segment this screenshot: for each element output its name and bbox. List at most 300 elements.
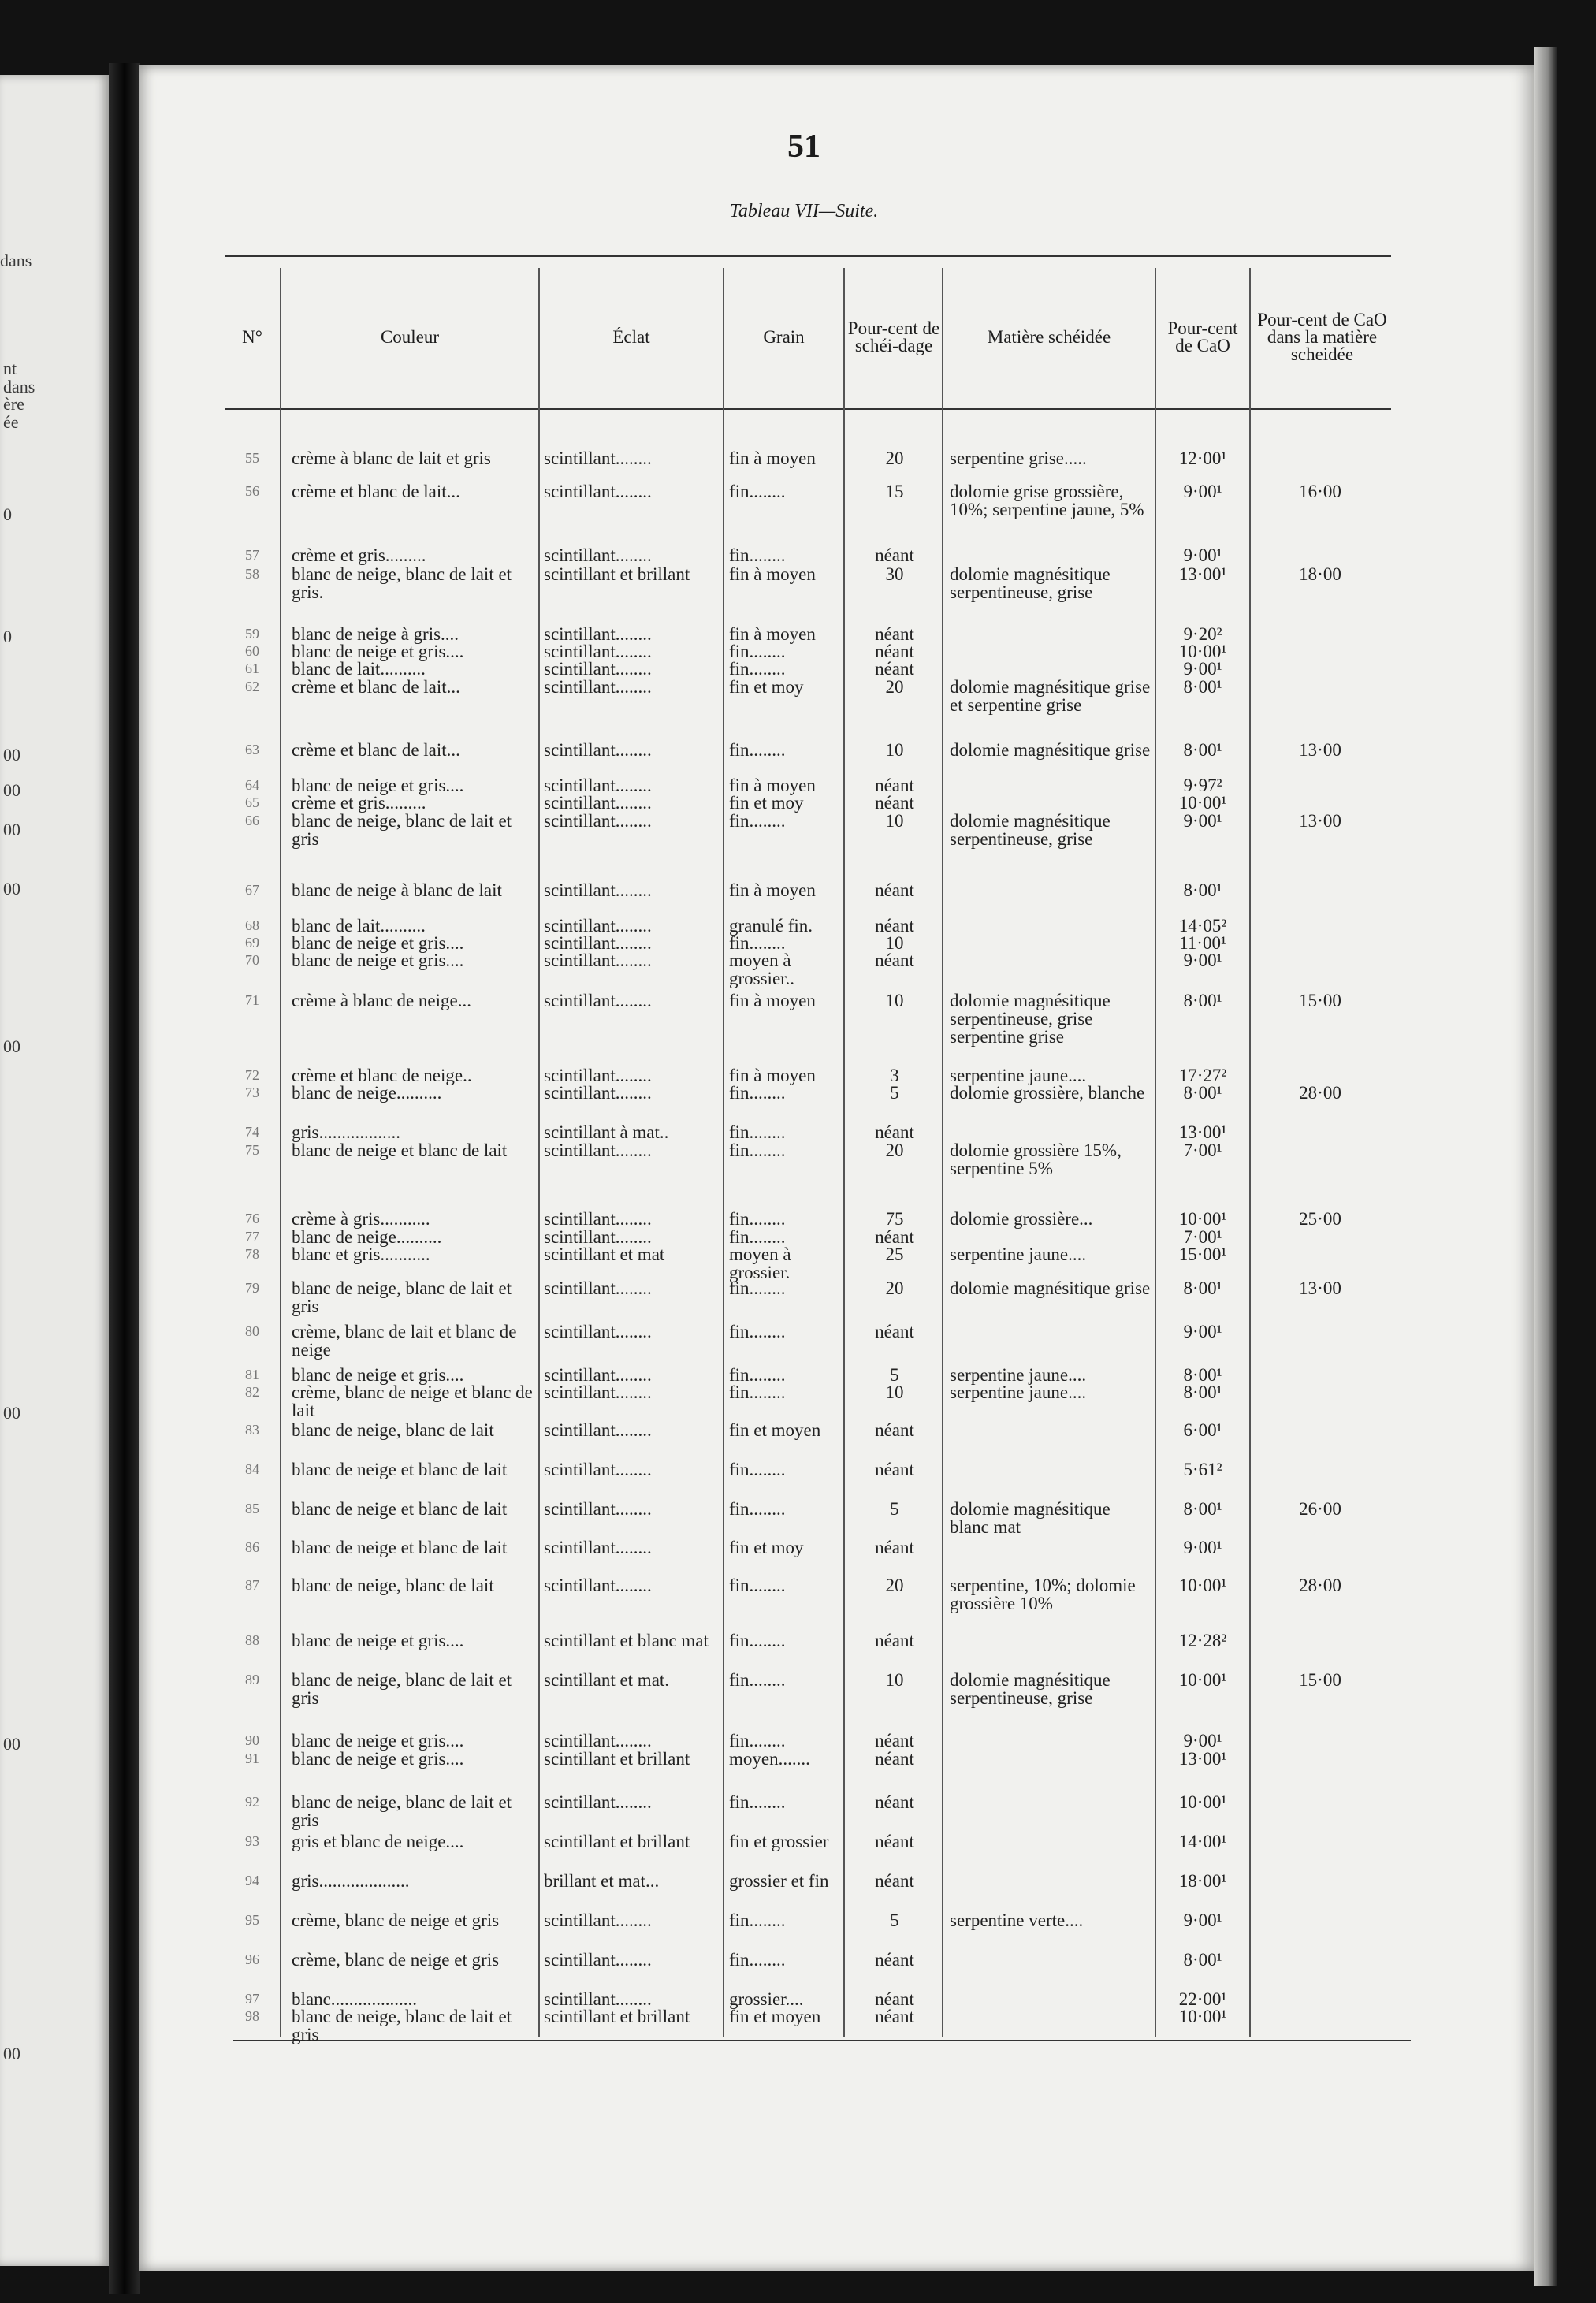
cell-pct: néant <box>875 624 914 644</box>
cell-grain: fin........ <box>729 1576 786 1595</box>
previous-page-fragment: nt <box>3 359 17 378</box>
cell-eclat: scintillant........ <box>544 916 652 936</box>
cell-cao: 8·00¹ <box>1183 1365 1222 1385</box>
cell-cao: 7·00¹ <box>1183 1227 1222 1247</box>
header-grain: Grain <box>763 326 805 347</box>
cell-couleur: crème et blanc de lait... <box>292 482 460 501</box>
cell-eclat: scintillant........ <box>544 1227 652 1247</box>
cell-eclat: scintillant........ <box>544 811 652 831</box>
cell-no: 77 <box>245 1229 259 1245</box>
cell-eclat: scintillant........ <box>544 991 652 1010</box>
cell-no: 68 <box>245 917 259 933</box>
previous-page-fragment: 00 <box>3 2044 20 2063</box>
cell-cao: 22·00¹ <box>1178 1989 1227 2009</box>
cell-couleur: blanc................... <box>292 1989 418 2009</box>
header-eclat: Éclat <box>612 326 650 347</box>
cell-pct: 15 <box>885 482 904 501</box>
cell-no: 98 <box>245 2008 259 2024</box>
cell-cao-m: 15·00 <box>1299 1670 1341 1690</box>
cell-pct: 25 <box>885 1245 904 1264</box>
cell-cao: 12·00¹ <box>1178 448 1227 468</box>
cell-no: 92 <box>245 1794 259 1810</box>
cell-matiere: dolomie grise grossière, 10%; serpentine jaune, 5% <box>950 482 1144 519</box>
cell-no: 97 <box>245 1991 259 2007</box>
cell-eclat: scintillant........ <box>544 482 652 501</box>
cell-matiere: serpentine jaune.... <box>950 1382 1087 1402</box>
cell-no: 84 <box>245 1461 259 1477</box>
cell-grain: fin........ <box>729 1209 786 1229</box>
cell-no: 81 <box>245 1367 259 1382</box>
cell-grain: fin et moy <box>729 1538 804 1557</box>
cell-couleur: crème, blanc de lait et blanc de neige <box>292 1322 517 1360</box>
cell-eclat: scintillant........ <box>544 659 652 679</box>
cell-pct: néant <box>875 1227 914 1247</box>
cell-pct: néant <box>875 951 914 970</box>
cell-eclat: scintillant........ <box>544 677 652 697</box>
cell-grain: fin........ <box>729 1322 786 1341</box>
cell-eclat: scintillant........ <box>544 545 652 565</box>
cell-eclat: scintillant........ <box>544 1278 652 1298</box>
previous-page-fragment: ère <box>3 394 24 414</box>
cell-no: 78 <box>245 1246 259 1262</box>
cell-pct: 10 <box>885 991 904 1010</box>
cell-no: 63 <box>245 742 259 757</box>
cell-couleur: gris et blanc de neige.... <box>292 1832 464 1851</box>
cell-couleur: blanc de neige, blanc de lait et gris <box>292 1670 512 1708</box>
cell-pct: 20 <box>885 1140 904 1160</box>
cell-pct: néant <box>875 1322 914 1341</box>
cell-pct: néant <box>875 880 914 900</box>
cell-couleur: blanc de neige et gris.... <box>292 776 464 795</box>
cell-cao: 9·00¹ <box>1183 1322 1222 1341</box>
cell-pct: 5 <box>890 1499 899 1519</box>
cell-couleur: blanc de neige et gris.... <box>292 642 464 661</box>
cell-pct: néant <box>875 916 914 936</box>
cell-no: 74 <box>245 1124 259 1140</box>
cell-pct: 10 <box>885 933 904 953</box>
cell-cao-m: 28·00 <box>1299 1083 1341 1103</box>
cell-couleur: blanc de neige et gris.... <box>292 1731 464 1751</box>
col-divider-4 <box>843 268 845 2037</box>
cell-couleur: crème et gris......... <box>292 545 426 565</box>
cell-no: 87 <box>245 1577 259 1593</box>
cell-cao: 9·00¹ <box>1183 1731 1222 1751</box>
cell-pct: néant <box>875 1832 914 1851</box>
cell-couleur: blanc de neige, blanc de lait <box>292 1576 494 1595</box>
cell-pct: néant <box>875 545 914 565</box>
cell-grain: fin........ <box>729 1083 786 1103</box>
previous-page-fragment: 00 <box>3 820 20 839</box>
previous-page-fragment: 00 <box>3 1734 20 1754</box>
cell-cao-m: 15·00 <box>1299 991 1341 1010</box>
cell-grain: fin à moyen <box>729 448 816 468</box>
cell-eclat: scintillant........ <box>544 951 652 970</box>
cell-pct: néant <box>875 1792 914 1812</box>
cell-cao-m: 28·00 <box>1299 1576 1341 1595</box>
cell-pct: néant <box>875 1460 914 1479</box>
cell-pct: néant <box>875 776 914 795</box>
cell-grain: fin........ <box>729 1950 786 1970</box>
cell-couleur: blanc et gris........... <box>292 1245 430 1264</box>
cell-couleur: crème et blanc de lait... <box>292 740 460 760</box>
cell-grain: fin........ <box>729 1278 786 1298</box>
cell-no: 86 <box>245 1539 259 1555</box>
cell-couleur: blanc de neige.......... <box>292 1227 442 1247</box>
previous-page-fragment: 0 <box>3 627 12 646</box>
cell-cao: 5·61² <box>1183 1460 1222 1479</box>
cell-grain: fin........ <box>729 1140 786 1160</box>
cell-grain: grossier et fin <box>729 1871 829 1891</box>
cell-grain: granulé fin. <box>729 916 813 936</box>
cell-couleur: crème et blanc de neige.. <box>292 1066 472 1085</box>
cell-no: 94 <box>245 1873 259 1888</box>
cell-grain: grossier.... <box>729 1989 804 2009</box>
cell-couleur: blanc de neige à blanc de lait <box>292 880 502 900</box>
header-no: N° <box>242 326 262 347</box>
cell-no: 57 <box>245 547 259 563</box>
cell-couleur: blanc de neige et gris.... <box>292 1749 464 1769</box>
cell-eclat: scintillant........ <box>544 1731 652 1751</box>
cell-pct: 30 <box>885 564 904 584</box>
cell-no: 83 <box>245 1422 259 1438</box>
header-matiere: Matière schéidée <box>987 326 1111 347</box>
cell-cao: 11·00¹ <box>1179 933 1226 953</box>
cell-cao: 9·20² <box>1183 624 1222 644</box>
cell-eclat: scintillant........ <box>544 642 652 661</box>
cell-cao: 7·00¹ <box>1183 1140 1222 1160</box>
cell-eclat: scintillant et brillant <box>544 2007 690 2026</box>
cell-couleur: crème, blanc de neige et gris <box>292 1910 500 1930</box>
previous-page-fragment: 00 <box>3 745 20 765</box>
header-cao-matiere: Pour-cent de CaO dans la matière scheidée <box>1257 309 1387 364</box>
cell-cao: 15·00¹ <box>1178 1245 1227 1264</box>
cell-no: 85 <box>245 1501 259 1516</box>
cell-eclat: scintillant et brillant <box>544 564 690 584</box>
previous-page-fragment: ée <box>3 412 19 432</box>
cell-grain: fin........ <box>729 933 786 953</box>
cell-pct: 5 <box>890 1365 899 1385</box>
cell-pct: néant <box>875 659 914 679</box>
cell-eclat: brillant et mat... <box>544 1871 660 1891</box>
previous-page-fragment: 00 <box>3 780 20 800</box>
cell-pct: 20 <box>885 1278 904 1298</box>
cell-pct: 5 <box>890 1083 899 1103</box>
cell-cao: 8·00¹ <box>1183 1499 1222 1519</box>
cell-couleur: blanc de neige, blanc de lait et gris <box>292 1792 512 1830</box>
cell-couleur: blanc de lait.......... <box>292 659 426 679</box>
cell-eclat: scintillant........ <box>544 1792 652 1812</box>
cell-couleur: blanc de neige et blanc de lait <box>292 1140 508 1160</box>
cell-eclat: scintillant et mat. <box>544 1670 670 1690</box>
cell-eclat: scintillant........ <box>544 793 652 813</box>
cell-eclat: scintillant........ <box>544 740 652 760</box>
cell-eclat: scintillant........ <box>544 1382 652 1402</box>
cell-no: 79 <box>245 1280 259 1296</box>
cell-cao: 17·27² <box>1178 1066 1227 1085</box>
cell-cao: 13·00¹ <box>1178 564 1227 584</box>
cell-eclat: scintillant........ <box>544 1538 652 1557</box>
cell-no: 96 <box>245 1951 259 1967</box>
cell-grain: fin........ <box>729 1227 786 1247</box>
cell-grain: fin à moyen <box>729 776 816 795</box>
cell-no: 91 <box>245 1751 259 1766</box>
cell-pct: 10 <box>885 1670 904 1690</box>
cell-eclat: scintillant........ <box>544 1322 652 1341</box>
cell-cao: 10·00¹ <box>1178 793 1227 813</box>
cell-no: 64 <box>245 777 259 793</box>
cell-pct: 10 <box>885 1382 904 1402</box>
cell-pct: néant <box>875 1731 914 1751</box>
cell-grain: fin à moyen <box>729 880 816 900</box>
cell-grain: fin........ <box>729 642 786 661</box>
col-divider-7 <box>1249 268 1251 2037</box>
cell-pct: 10 <box>885 740 904 760</box>
cell-cao: 18·00¹ <box>1178 1871 1227 1891</box>
cell-eclat: scintillant et blanc mat <box>544 1631 709 1650</box>
cell-grain: fin........ <box>729 1499 786 1519</box>
cell-couleur: crème, blanc de neige et blanc de lait <box>292 1382 533 1420</box>
cell-matiere: dolomie magnésitique blanc mat <box>950 1499 1111 1537</box>
cell-matiere: dolomie grossière 15%, serpentine 5% <box>950 1140 1122 1178</box>
col-divider-2 <box>538 268 540 2037</box>
cell-grain: fin et moyen <box>729 2007 821 2026</box>
cell-no: 56 <box>245 483 259 499</box>
cell-matiere: serpentine jaune.... <box>950 1365 1087 1385</box>
cell-matiere: serpentine, 10%; dolomie grossière 10% <box>950 1576 1136 1613</box>
cell-couleur: crème, blanc de neige et gris <box>292 1950 500 1970</box>
cell-grain: fin à moyen <box>729 1066 816 1085</box>
cell-pct: néant <box>875 1950 914 1970</box>
cell-cao: 14·05² <box>1178 916 1227 936</box>
cell-no: 71 <box>245 992 259 1008</box>
cell-matiere: dolomie magnésitique serpentineuse, grise <box>950 1670 1111 1708</box>
cell-couleur: crème à gris........... <box>292 1209 430 1229</box>
cell-cao: 8·00¹ <box>1183 1950 1222 1970</box>
cell-pct: 20 <box>885 448 904 468</box>
cell-no: 70 <box>245 952 259 968</box>
cell-grain: moyen à grossier.. <box>729 951 795 988</box>
cell-no: 55 <box>245 450 259 466</box>
cell-pct: 75 <box>885 1209 904 1229</box>
cell-eclat: scintillant........ <box>544 624 652 644</box>
cell-cao: 8·00¹ <box>1183 880 1222 900</box>
cell-no: 75 <box>245 1142 259 1158</box>
cell-pct: 3 <box>890 1066 899 1085</box>
cell-matiere: dolomie magnésitique grise et serpentine grise <box>950 677 1151 715</box>
cell-no: 69 <box>245 935 259 951</box>
cell-eclat: scintillant........ <box>544 1950 652 1970</box>
cell-cao: 10·00¹ <box>1178 1576 1227 1595</box>
cell-cao-m: 18·00 <box>1299 564 1341 584</box>
cell-grain: fin et moyen <box>729 1420 821 1440</box>
cell-grain: fin........ <box>729 482 786 501</box>
cell-cao: 10·00¹ <box>1178 1792 1227 1812</box>
cell-grain: fin........ <box>729 1731 786 1751</box>
cell-cao: 8·00¹ <box>1183 1382 1222 1402</box>
cell-cao-m: 13·00 <box>1299 1278 1341 1298</box>
cell-couleur: blanc de neige et blanc de lait <box>292 1538 508 1557</box>
cell-eclat: scintillant et brillant <box>544 1749 690 1769</box>
cell-eclat: scintillant........ <box>544 1420 652 1440</box>
cell-couleur: crème à blanc de lait et gris <box>292 448 491 468</box>
cell-cao: 8·00¹ <box>1183 991 1222 1010</box>
cell-grain: moyen....... <box>729 1749 810 1769</box>
cell-pct: néant <box>875 1538 914 1557</box>
previous-page-fragment: dans <box>3 377 35 396</box>
col-divider-5 <box>942 268 943 2037</box>
cell-eclat: scintillant........ <box>544 1910 652 1930</box>
cell-no: 89 <box>245 1672 259 1687</box>
cell-grain: fin à moyen <box>729 624 816 644</box>
cell-no: 80 <box>245 1323 259 1339</box>
cell-eclat: scintillant........ <box>544 776 652 795</box>
cell-matiere: dolomie grossière... <box>950 1209 1093 1229</box>
cell-couleur: blanc de neige et gris.... <box>292 1365 464 1385</box>
header-pourcent-cao: Pour-cent de CaO <box>1167 318 1238 355</box>
cell-cao: 14·00¹ <box>1178 1832 1227 1851</box>
cell-eclat: scintillant........ <box>544 880 652 900</box>
cell-cao: 9·00¹ <box>1183 1538 1222 1557</box>
cell-cao: 8·00¹ <box>1183 740 1222 760</box>
cell-cao: 6·00¹ <box>1183 1420 1222 1440</box>
cell-pct: néant <box>875 1749 914 1769</box>
cell-cao: 9·00¹ <box>1183 811 1222 831</box>
cell-couleur: blanc de neige, blanc de lait et gris <box>292 811 512 849</box>
cell-cao-m: 25·00 <box>1299 1209 1341 1229</box>
cell-couleur: blanc de neige, blanc de lait et gris <box>292 2007 512 2044</box>
cell-cao: 10·00¹ <box>1178 642 1227 661</box>
cell-no: 58 <box>245 566 259 582</box>
cell-no: 62 <box>245 679 259 694</box>
cell-pct: 20 <box>885 1576 904 1595</box>
cell-couleur: gris.................. <box>292 1122 400 1142</box>
cell-grain: fin à moyen <box>729 564 816 584</box>
cell-cao: 10·00¹ <box>1178 1209 1227 1229</box>
cell-grain: fin........ <box>729 1792 786 1812</box>
cell-cao: 12·28² <box>1178 1631 1227 1650</box>
cell-grain: fin........ <box>729 1122 786 1142</box>
cell-matiere: dolomie magnésitique serpentineuse, grise <box>950 811 1111 849</box>
cell-pct: 5 <box>890 1910 899 1930</box>
cell-couleur: crème et gris......... <box>292 793 426 813</box>
cell-grain: fin........ <box>729 1365 786 1385</box>
cell-no: 88 <box>245 1632 259 1648</box>
cell-grain: fin........ <box>729 659 786 679</box>
cell-grain: fin........ <box>729 1382 786 1402</box>
cell-grain: fin et moy <box>729 677 804 697</box>
cell-eclat: scintillant........ <box>544 1989 652 2009</box>
cell-grain: fin........ <box>729 740 786 760</box>
cell-grain: fin........ <box>729 1910 786 1930</box>
cell-eclat: scintillant........ <box>544 933 652 953</box>
cell-pct: néant <box>875 1420 914 1440</box>
cell-matiere: dolomie magnésitique serpentineuse, grise <box>950 564 1111 602</box>
cell-no: 73 <box>245 1085 259 1100</box>
cell-matiere: serpentine jaune.... <box>950 1066 1087 1085</box>
cell-cao: 13·00¹ <box>1178 1122 1227 1142</box>
cell-cao: 8·00¹ <box>1183 1083 1222 1103</box>
header-pourcent-scheidage: Pour-cent de schéi-dage <box>847 318 940 355</box>
cell-cao-m: 16·00 <box>1299 482 1341 501</box>
cell-cao: 9·00¹ <box>1183 482 1222 501</box>
table-top-rule <box>225 255 1391 257</box>
cell-eclat: scintillant et brillant <box>544 1832 690 1851</box>
cell-matiere: dolomie magnésitique serpentineuse, grise serpentine grise <box>950 991 1111 1047</box>
cell-couleur: blanc de neige et gris.... <box>292 951 464 970</box>
cell-couleur: blanc de neige, blanc de lait et gris <box>292 1278 512 1316</box>
cell-pct: néant <box>875 1631 914 1650</box>
cell-couleur: blanc de neige à gris.... <box>292 624 459 644</box>
previous-page-fragment: 0 <box>3 504 12 524</box>
cell-no: 93 <box>245 1833 259 1849</box>
cell-eclat: scintillant........ <box>544 1460 652 1479</box>
cell-no: 95 <box>245 1912 259 1928</box>
cell-eclat: scintillant et mat <box>544 1245 665 1264</box>
cell-grain: fin........ <box>729 1460 786 1479</box>
cell-grain: fin et moy <box>729 793 804 813</box>
cell-cao: 13·00¹ <box>1178 1749 1227 1769</box>
cell-eclat: scintillant à mat.. <box>544 1122 669 1142</box>
cell-grain: moyen à grossier. <box>729 1245 791 1282</box>
cell-cao: 8·00¹ <box>1183 677 1222 697</box>
cell-no: 72 <box>245 1067 259 1083</box>
cell-matiere: dolomie magnésitique grise <box>950 1278 1151 1298</box>
cell-no: 90 <box>245 1732 259 1748</box>
cell-cao: 9·97² <box>1183 776 1222 795</box>
page-number: 51 <box>787 128 820 165</box>
header-bottom-rule <box>225 408 1391 410</box>
cell-cao-m: 26·00 <box>1299 1499 1341 1519</box>
col-divider-6 <box>1155 268 1156 2037</box>
cell-couleur: blanc de neige et gris.... <box>292 933 464 953</box>
col-divider-1 <box>280 268 281 2037</box>
cell-pct: néant <box>875 1122 914 1142</box>
cell-cao-m: 13·00 <box>1299 740 1341 760</box>
cell-eclat: scintillant........ <box>544 448 652 468</box>
cell-no: 67 <box>245 882 259 898</box>
previous-page-fragment: 00 <box>3 879 20 899</box>
cell-couleur: blanc de neige, blanc de lait et gris. <box>292 564 512 602</box>
cell-matiere: dolomie magnésitique grise <box>950 740 1151 760</box>
cell-couleur: blanc de neige et blanc de lait <box>292 1499 508 1519</box>
cell-pct: néant <box>875 1871 914 1891</box>
cell-cao-m: 13·00 <box>1299 811 1341 831</box>
cell-couleur: blanc de neige, blanc de lait <box>292 1420 494 1440</box>
cell-cao: 9·00¹ <box>1183 1910 1222 1930</box>
cell-matiere: serpentine verte.... <box>950 1910 1084 1930</box>
cell-pct: 10 <box>885 811 904 831</box>
cell-no: 82 <box>245 1384 259 1400</box>
cell-matiere: serpentine jaune.... <box>950 1245 1087 1264</box>
cell-pct: néant <box>875 642 914 661</box>
cell-no: 66 <box>245 813 259 828</box>
cell-no: 59 <box>245 626 259 642</box>
cell-eclat: scintillant........ <box>544 1140 652 1160</box>
cell-eclat: scintillant........ <box>544 1499 652 1519</box>
cell-eclat: scintillant........ <box>544 1066 652 1085</box>
cell-grain: fin........ <box>729 545 786 565</box>
cell-no: 65 <box>245 794 259 810</box>
cell-eclat: scintillant........ <box>544 1209 652 1229</box>
cell-cao: 10·00¹ <box>1178 1670 1227 1690</box>
previous-page-fragment: dans <box>0 251 32 270</box>
cell-couleur: blanc de neige et blanc de lait <box>292 1460 508 1479</box>
cell-eclat: scintillant........ <box>544 1365 652 1385</box>
cell-cao: 9·00¹ <box>1183 951 1222 970</box>
col-divider-3 <box>723 268 724 2037</box>
cell-grain: fin........ <box>729 1670 786 1690</box>
cell-couleur: crème et blanc de lait... <box>292 677 460 697</box>
